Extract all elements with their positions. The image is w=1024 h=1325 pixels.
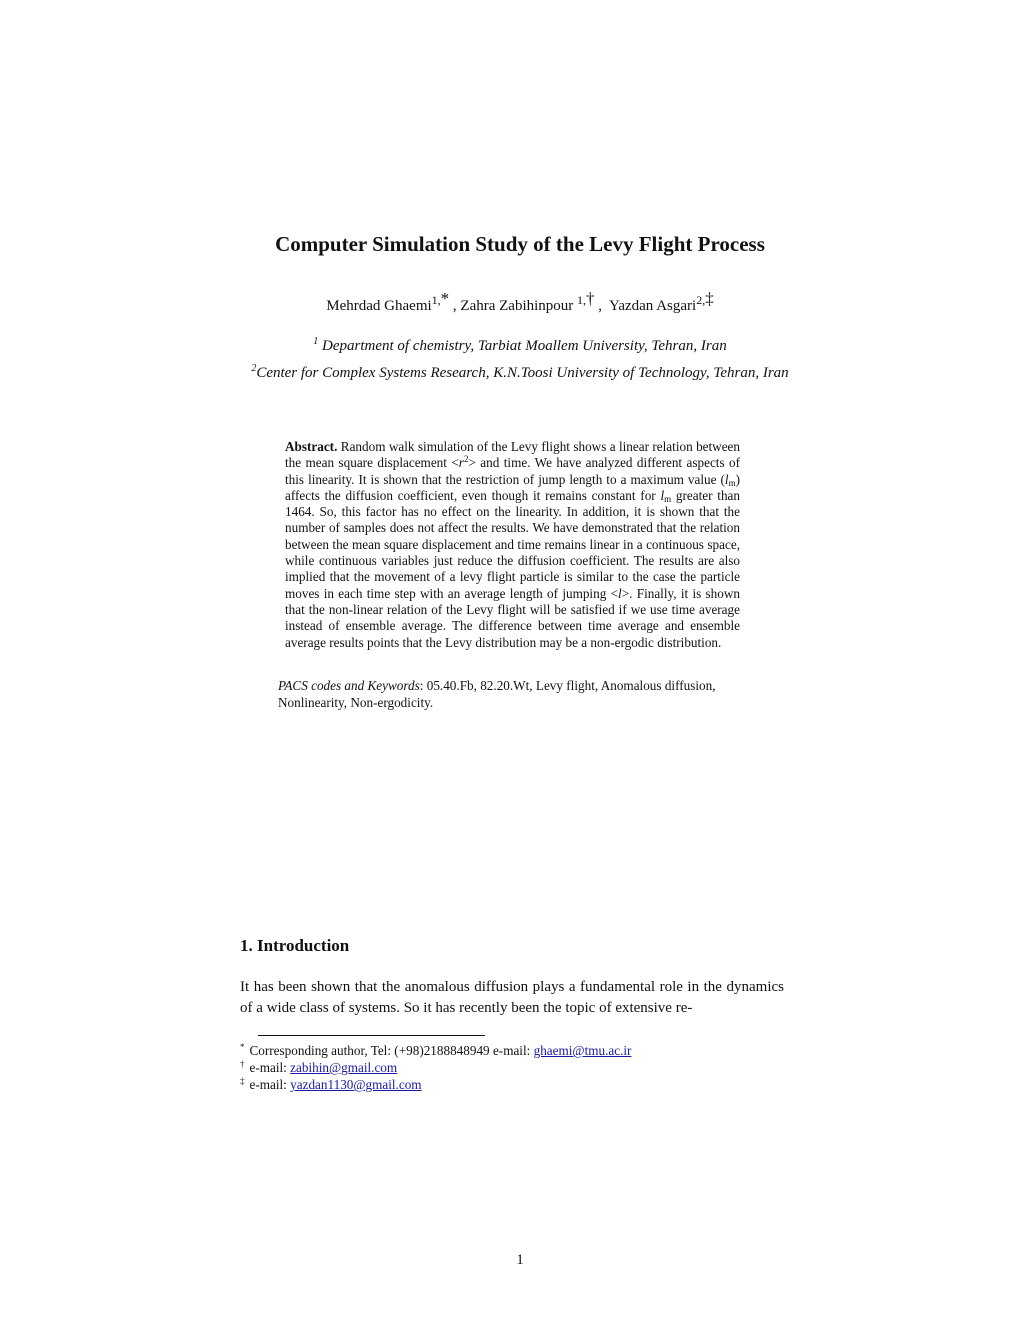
- email-link[interactable]: ghaemi@tmu.ac.ir: [533, 1043, 632, 1058]
- section-heading: 1. Introduction: [240, 936, 350, 955]
- footnote-author-2: † e-mail: zabihin@gmail.com: [240, 1059, 398, 1075]
- abstract-label: Abstract.: [285, 439, 338, 454]
- author-affiliation-mark: 1,†: [577, 289, 595, 308]
- author-affiliation-mark: 2,‡: [696, 289, 714, 308]
- email-link[interactable]: zabihin@gmail.com: [290, 1060, 398, 1075]
- footnote-divider: [258, 1035, 485, 1036]
- abstract: Abstract. Random walk simulation of the Levy flight shows a linear relation between the mean square displacement $<r^2>$ and time. We have analyzed different aspects of this linearity. It is shown that the restriction of jump length to a maximum value $(l_m)$ affects the diffusion coefficient, even though it remains constant for $l_m$ greater than 1464. So, this factor has no effect on the linearity. In addition, it is shown that the number of samples does not affect the results. We have demonstrated that the relation between the mean square displacement and time remains linear in a continuous space, while continuous variables just reduce the diffusion coefficient. The results are also implied that the movement of a levy flight particle is similar to the case the particle moves in each time step with an average length of jumping <l>. Finally, it is shown that the non-linear relation of the Levy flight will be satisfied if we use time average instead of ensemble average. The difference between time average and ensemble average results points that the Levy distribution may be a non-ergodic distribution.: [285, 439, 741, 650]
- pacs-keywords: PACS codes and Keywords: 05.40.Fb, 82.20.Wt, Levy flight, Anomalous diffusion, Nonlinearity, Non-ergodicity.: [278, 678, 716, 710]
- affiliation-2: $^2$Center for Complex Systems Research, K.N.Toosi University of Technology, Tehran, Iran: [251, 363, 789, 381]
- author-name: Zahra Zabihinpour: [460, 298, 574, 314]
- intro-paragraph: It has been shown that the anomalous diffusion plays a fundamental role in the dynamics of a wide class of systems. So it has recently been the topic of extensive re-: [240, 979, 784, 1016]
- author-name: Mehrdad Ghaemi: [326, 298, 432, 314]
- footnote-corresponding: * Corresponding author, Tel: (+98)2188848949 e-mail: ghaemi@tmu.ac.ir: [240, 1042, 632, 1058]
- author-affiliation-mark: 1,*: [431, 289, 450, 308]
- page-number: 1: [516, 1252, 524, 1268]
- paper-title: Computer Simulation Study of the Levy Flight Process: [275, 232, 765, 256]
- affiliation-1: $^1$ Department of chemistry, Tarbiat Moallem University, Tehran, Iran: [313, 336, 727, 354]
- footnote-author-3: ‡ e-mail: yazdan1130@gmail.com: [240, 1076, 422, 1092]
- email-link[interactable]: yazdan1130@gmail.com: [290, 1077, 422, 1092]
- author-name: Yazdan Asgari: [609, 298, 697, 314]
- author-list: [0, 289, 1024, 315]
- author-separator: ,: [452, 298, 457, 314]
- author-separator: ,: [598, 298, 603, 314]
